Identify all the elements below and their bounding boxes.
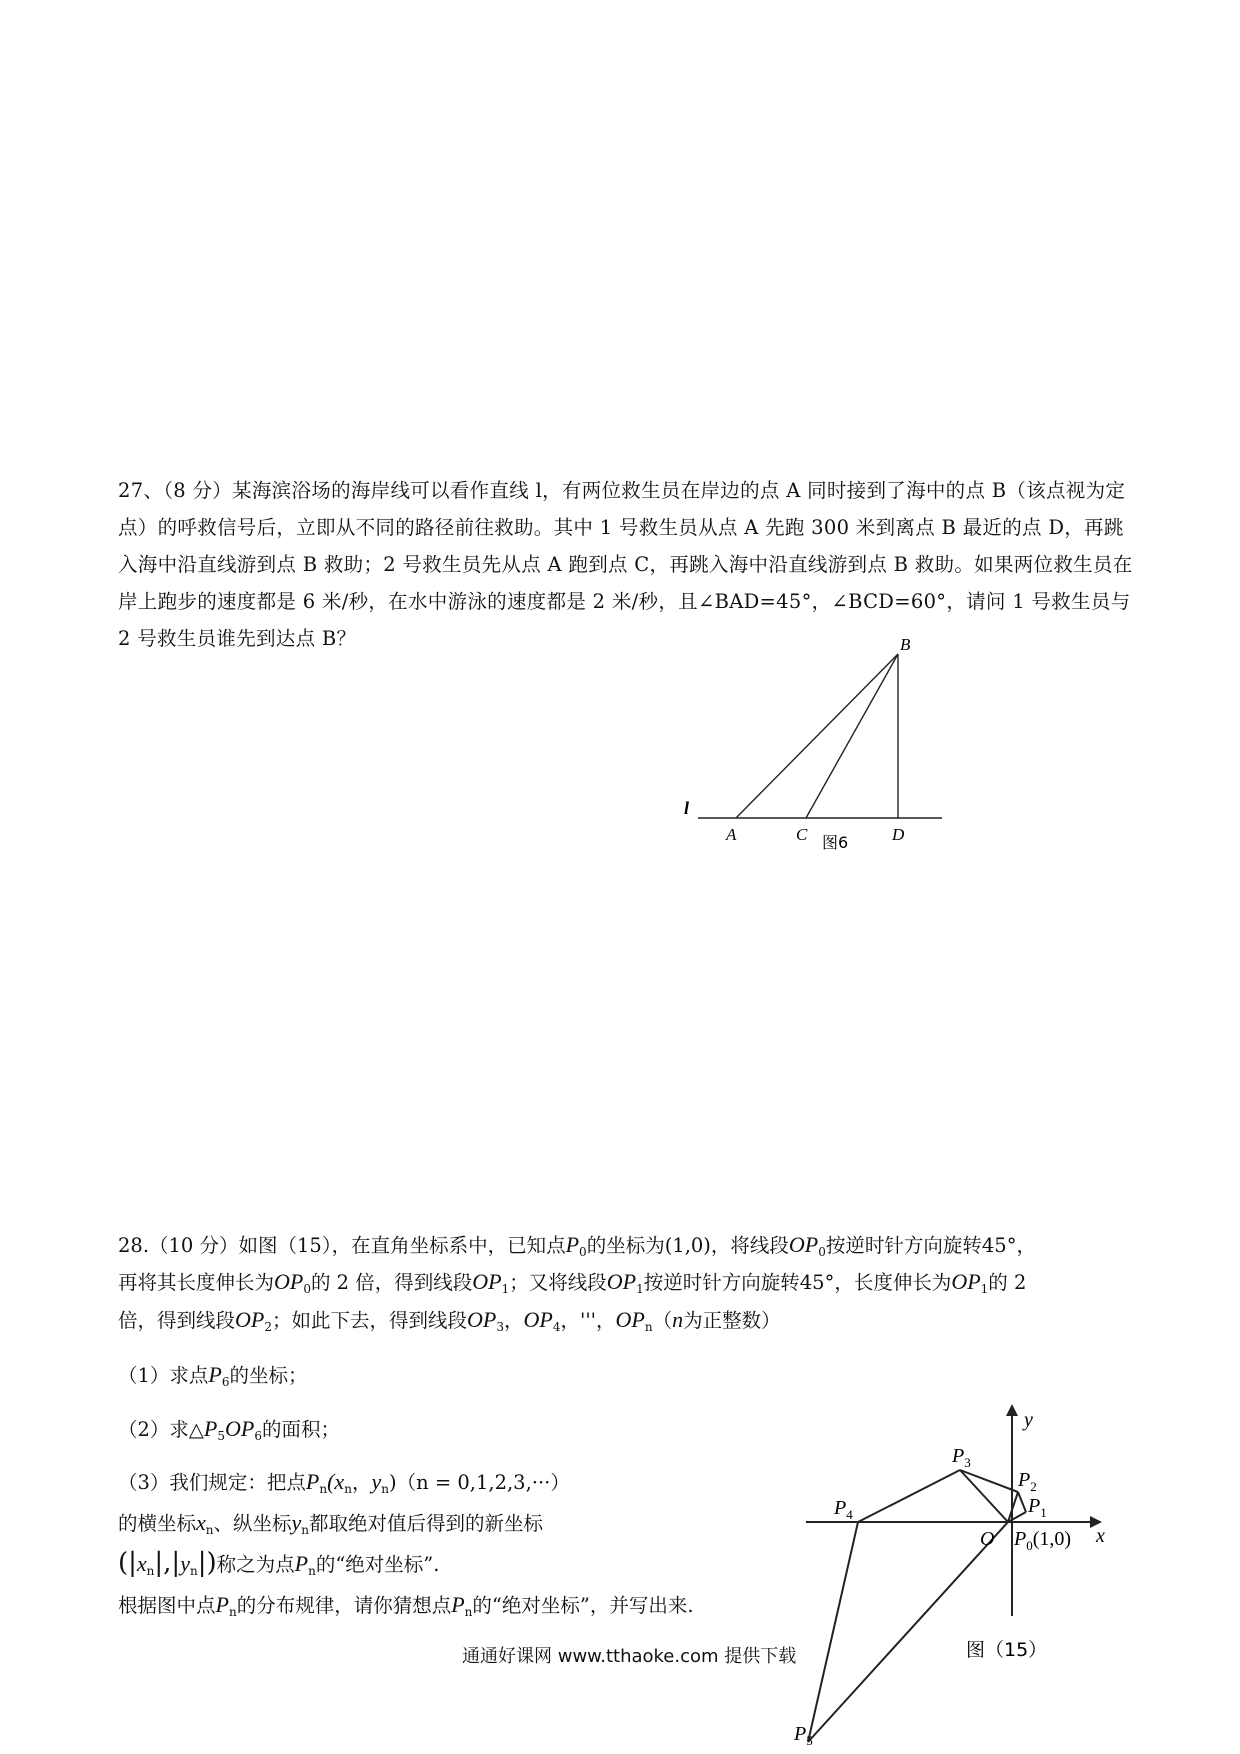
label-P5: $P_5$ <box>794 1723 813 1748</box>
label-B: B <box>900 635 911 654</box>
label-C: C <box>796 825 808 844</box>
label-P4: $P_4$ <box>834 1497 853 1522</box>
segment-CB <box>806 654 898 818</box>
figure-6 <box>680 630 960 860</box>
q28-line-5: 的横坐标$x_n$、纵坐标$y_n$都取绝对值后得到的新坐标 <box>118 1510 544 1537</box>
label-x: x <box>1096 1525 1105 1547</box>
q28-sub-1: （1）求点$P_6$的坐标； <box>118 1362 308 1389</box>
figure-15 <box>790 1400 1120 1750</box>
y-axis-arrow <box>1006 1404 1018 1416</box>
figure-15-caption: 图（15） <box>966 1639 1048 1661</box>
question-27-text: 27、（8 分）某海滨浴场的海岸线可以看作直线 l，有两位救生员在岸边的点 A 同时接到了海中的点 B（该点视为定点）的呼救信号后，立即从不同的路径前往救助。其中 1 号救生员从点 A 先跑 300 米到离点 B 最近的点 D，再跳入海中沿直线游到点 B 救助；2 号救生员先从点 A 跑到点 C，再跳入海中沿直线游到点 B 救助。如果两位救生员在岸上跑步的速度都是 6 米/秒，在水中游泳的速度都是 2 米/秒，且∠BAD=45°，∠BCD=60°，请问 1 号救生员与 2 号救生员谁先到达点 B？ <box>118 479 1133 650</box>
q28-line-7: 根据图中点$P_n$的分布规律，请你猜想点$P_n$的“绝对坐标”，并写出来. <box>118 1592 694 1619</box>
label-O: O <box>980 1528 995 1550</box>
q28-line-6: $(|x_n|,|y_n|)$称之为点$P_n$的“绝对坐标”. <box>118 1548 440 1578</box>
segment-P4-P5 <box>808 1522 858 1742</box>
segment-P3-O <box>960 1470 1008 1522</box>
segment-P4-P3 <box>858 1470 960 1522</box>
label-P2: $P_2$ <box>1018 1469 1037 1494</box>
label-y: y <box>1024 1409 1033 1431</box>
q28-sub-2: （2）求$\triangle P_5OP_6$的面积； <box>118 1416 340 1443</box>
segment-AB <box>736 654 898 818</box>
segment-P5-O <box>808 1522 1008 1742</box>
label-l: l <box>684 798 690 818</box>
label-D: D <box>892 825 905 844</box>
footer: 通通好课网 www.tthaoke.com 提供下载 <box>462 1646 797 1667</box>
label-P0: $P_0(1,0)$ <box>1014 1528 1072 1553</box>
q28-line-3: 倍，得到线段$OP_2$；如此下去，得到线段$OP_3$，$OP_4$，'''，$OP_n(n$为正整数） <box>118 1307 781 1334</box>
label-P1: $P_1$ <box>1028 1495 1047 1520</box>
label-P3: $P_3$ <box>952 1445 971 1470</box>
segment-P3-P2 <box>960 1470 1018 1492</box>
figure-6-caption: 图6 <box>822 833 849 852</box>
segment-P2-P1 <box>1018 1492 1026 1512</box>
label-A: A <box>726 825 737 844</box>
q28-line-2: 再将其长度伸长为$OP_0$的 2 倍，得到线段$OP_1$；又将线段$OP_1$按逆时针方向旋转45°，长度伸长为$OP_1$的 2 <box>118 1269 1027 1296</box>
q28-sub-3: （3）我们规定：把点$P_n(x_n$，$y_n)(n = 0,1,2,3,\cdot\cdot\cdot)$ <box>118 1469 570 1496</box>
q28-line-1: 28.（10 分）如图（15），在直角坐标系中，已知点$P_0$的坐标为(1,0)，将线段$OP_0$按逆时针方向旋转45°， <box>118 1232 1036 1259</box>
